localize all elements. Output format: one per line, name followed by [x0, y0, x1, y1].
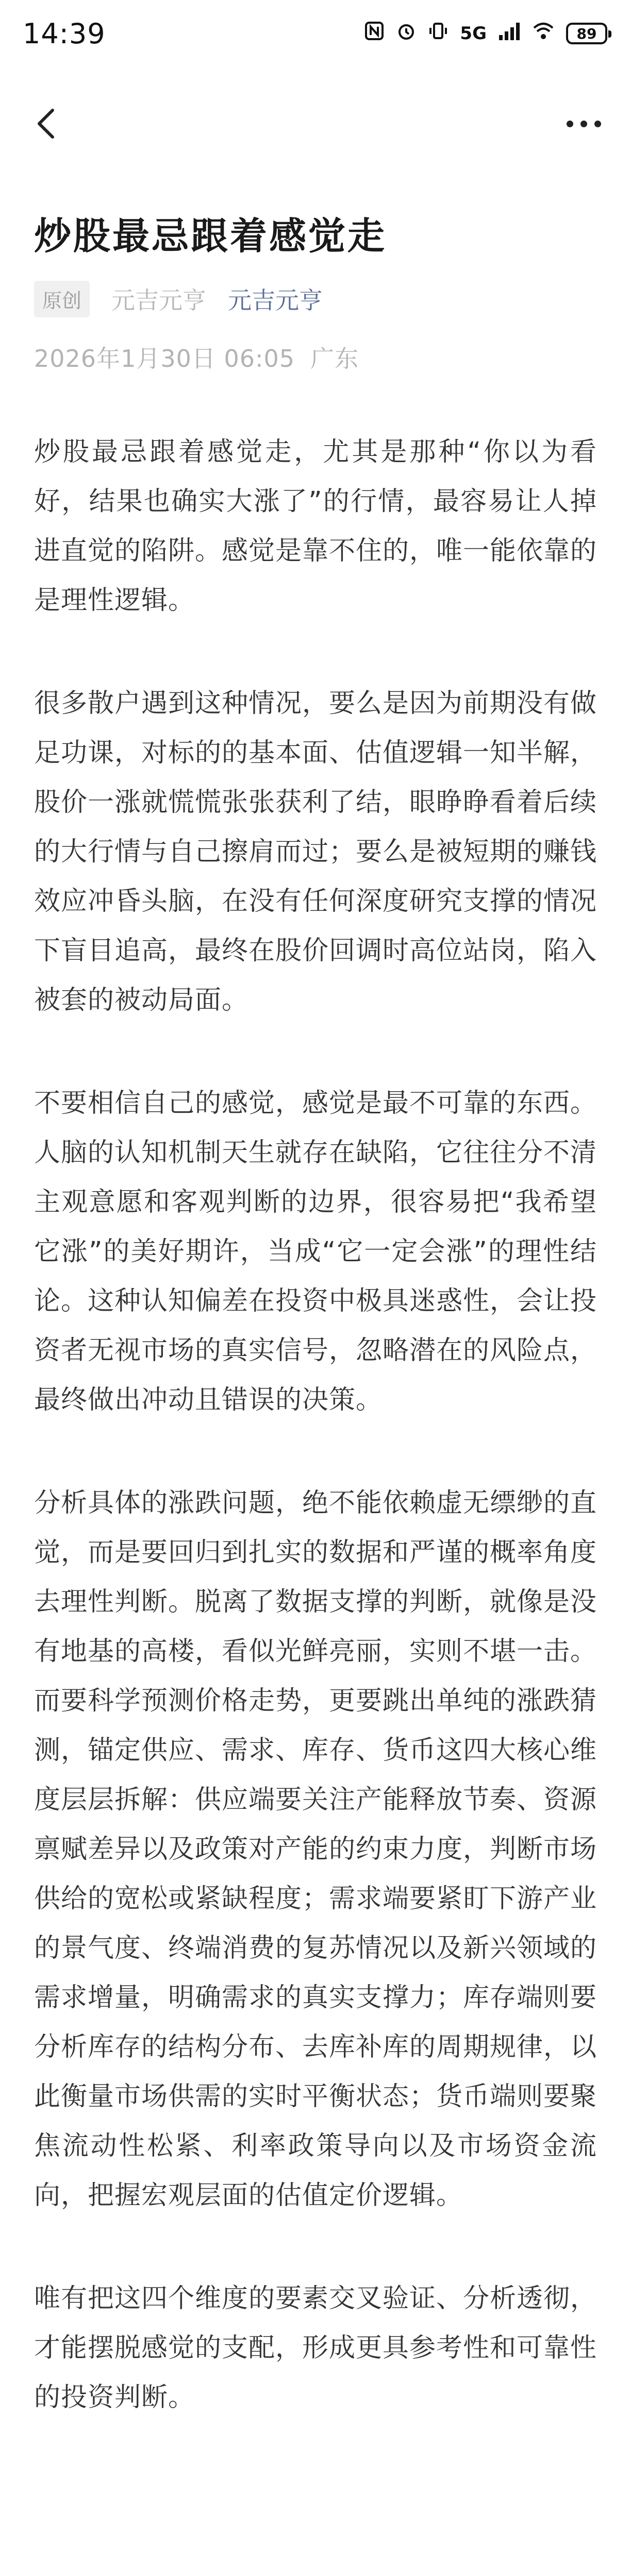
back-button[interactable] — [27, 103, 68, 144]
battery-indicator — [566, 23, 607, 44]
paragraph: 不要相信自己的感觉，感觉是最不可靠的东西。人脑的认知机制天生就存在缺陷，它往往分不清主观意愿和客观判断的边界，很容易把“我希望它涨”的美好期许，当成“它一定会涨”的理性结论。这种认知偏差在投资中极具迷惑性，会让投资者无视市场的真实信号，忽略潜在的风险点，最终做出冲动且错误的决策。 — [34, 1088, 597, 1415]
paragraph: 分析具体的涨跌问题，绝不能依赖虚无缥缈的直觉，而是要回归到扎实的数据和严谨的概率角度去理性判断。脱离了数据支撑的判断，就像是没有地基的高楼，看似光鲜亮丽，实则不堪一击。而要科学预测价格走势，更要跳出单纯的涨跌猜测，锚定供应、需求、库存、货币这四大核心维度层层拆解：供应端要关注产能释放节奏、资源禀赋差异以及政策对产能的约束力度，判断市场供给的宽松或紧缺程度；需求端要紧盯下游产业的景气度、终端消费的复苏情况以及新兴领域的需求增量，明确需求的真实支撑力；库存端则要分析库存的结构分布、去库补库的周期规律，以此衡量市场供需的实时平衡状态；货币端则要聚焦流动性松紧、利率政策导向以及市场资金流向，把握宏观层面的估值定价逻辑。 — [34, 1488, 597, 2211]
article-title: 炒股最忌跟着感觉走 — [34, 214, 387, 258]
account-link[interactable]: 元吉元亨 — [228, 286, 323, 314]
more-dots-icon — [567, 121, 573, 127]
original-badge: 原创 — [34, 281, 90, 317]
battery-level: 89 — [576, 25, 597, 42]
status-bar — [0, 0, 631, 60]
alarm-icon — [396, 21, 417, 46]
publish-date: 2026年1月30日 06:05 — [34, 345, 295, 372]
status-icons — [364, 21, 607, 46]
network-label: 5G — [460, 23, 487, 44]
author-name: 元吉元亨 — [111, 286, 207, 314]
publish-location: 广东 — [310, 345, 359, 372]
vibrate-icon — [428, 21, 449, 46]
more-button[interactable] — [558, 103, 609, 144]
signal-icon — [498, 21, 521, 46]
article-meta — [34, 281, 323, 317]
paragraph: 唯有把这四个维度的要素交叉验证、分析透彻，才能摆脱感觉的支配，形成更具参考性和可靠性的投资判断。 — [34, 2283, 597, 2413]
paragraph: 很多散户遇到这种情况，要么是因为前期没有做足功课，对标的的基本面、估值逻辑一知半解，股价一涨就慌慌张张获利了结，眼睁睁看着后续的大行情与自己擦肩而过；要么是被短期的赚钱效应冲昏头脑，在没有任何深度研究支撑的情况下盲目追高，最终在股价回调时高位站岗，陷入被套的被动局面。 — [34, 688, 597, 1015]
nav-bar — [0, 93, 631, 155]
publish-info — [34, 340, 359, 374]
nfc-icon — [364, 21, 385, 46]
paragraph: 炒股最忌跟着感觉走，尤其是那种“你以为看好，结果也确实大涨了”的行情，最容易让人掉进直觉的陷阱。感觉是靠不住的，唯一能依靠的是理性逻辑。 — [34, 437, 597, 616]
wifi-icon — [532, 21, 555, 46]
article-body — [34, 428, 597, 2476]
chevron-left-icon — [27, 103, 68, 144]
status-time: 14:39 — [23, 18, 106, 50]
